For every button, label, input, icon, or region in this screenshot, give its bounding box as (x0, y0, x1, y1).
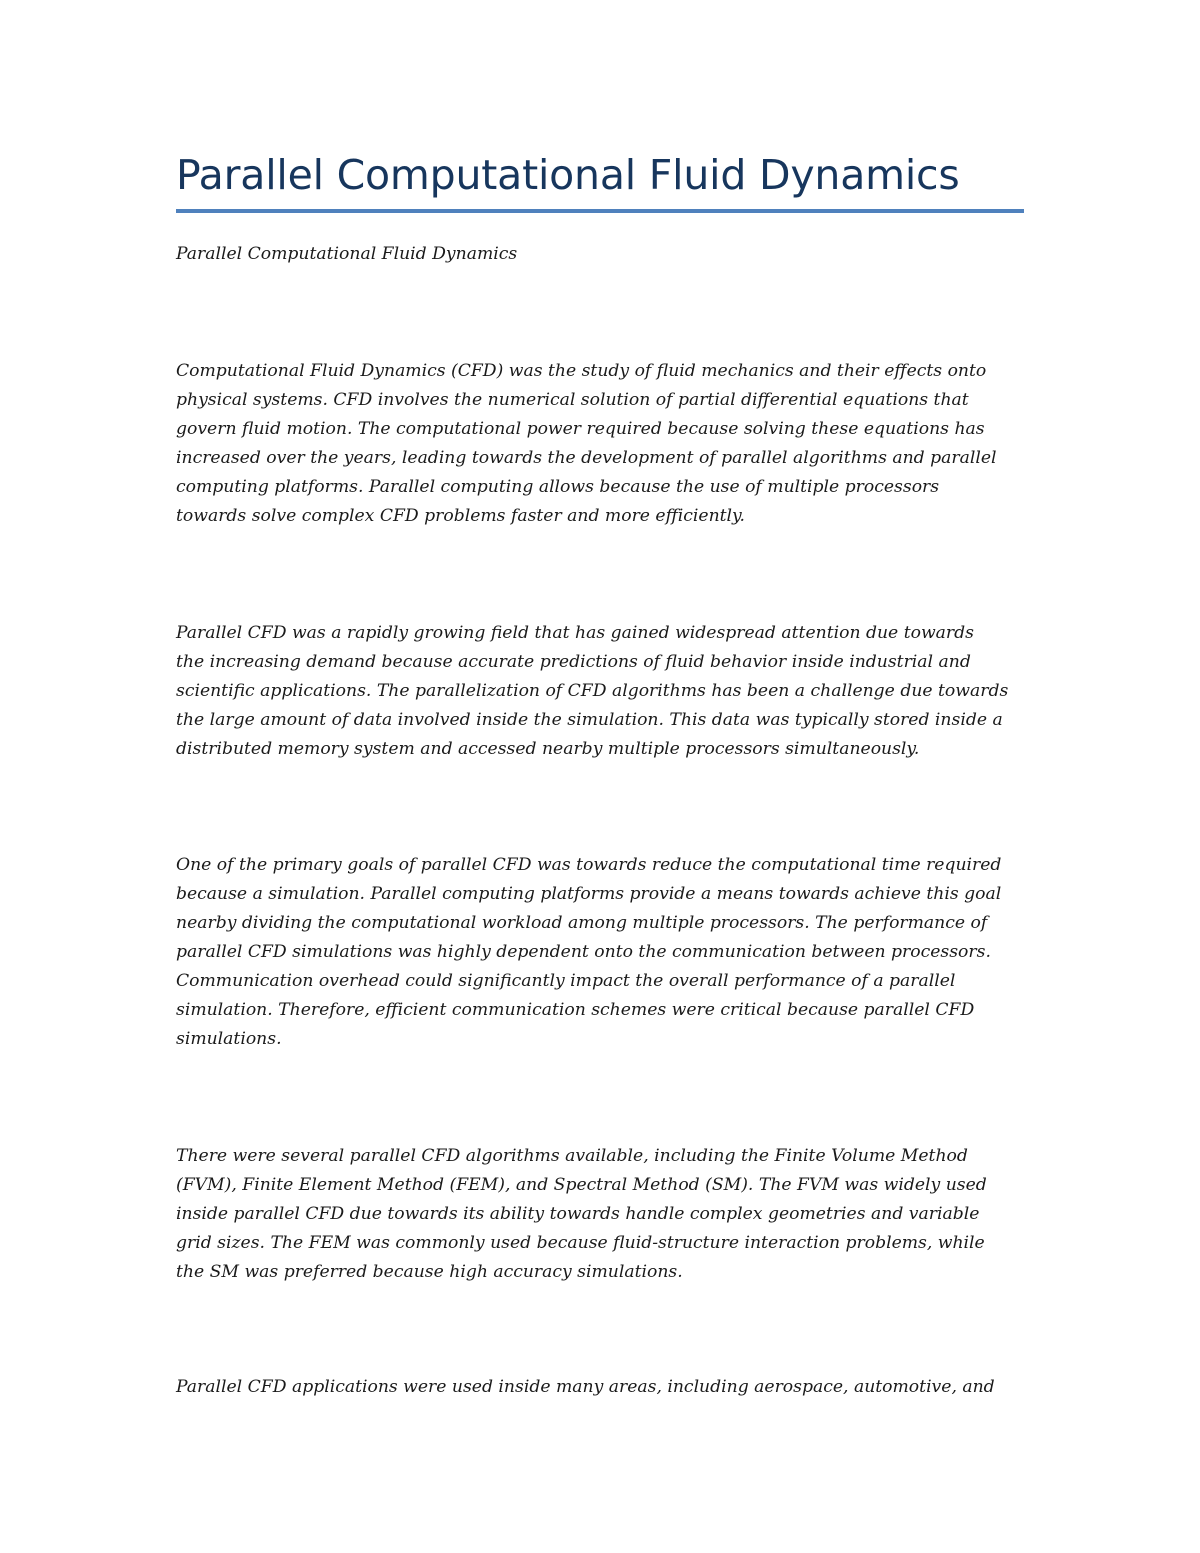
title-underline (176, 209, 1024, 213)
subtitle-line: Parallel Computational Fluid Dynamics (176, 244, 518, 264)
paragraph-line: distributed memory system and accessed nearby multiple processors simultaneously. (176, 739, 920, 759)
paragraph-line: Parallel CFD applications were used inside many areas, including aerospace, automotive, and (176, 1377, 995, 1397)
paragraph-line: Communication overhead could significantly impact the overall performance of a parallel (176, 971, 956, 991)
document-title: Parallel Computational Fluid Dynamics (176, 151, 960, 199)
subtitle-paragraph (176, 240, 1036, 269)
paragraph-line: inside parallel CFD due towards its ability towards handle complex geometries and variable (176, 1204, 980, 1224)
paragraph-1 (176, 357, 1036, 531)
paragraph-line: simulation. Therefore, efficient communication schemes were critical because parallel CFD (176, 1000, 975, 1020)
paragraph-line: There were several parallel CFD algorithms available, including the Finite Volume Method (176, 1146, 968, 1166)
paragraph-line: govern fluid motion. The computational power required because solving these equations has (176, 419, 985, 439)
paragraph-line: grid sizes. The FEM was commonly used because fluid-structure interaction problems, while (176, 1233, 985, 1253)
paragraph-line: scientific applications. The parallelization of CFD algorithms has been a challenge due towards (176, 681, 1009, 701)
paragraph-line: the increasing demand because accurate predictions of fluid behavior inside industrial and (176, 652, 971, 672)
paragraph-line: One of the primary goals of parallel CFD was towards reduce the computational time required (176, 855, 1002, 875)
paragraph-line: increased over the years, leading towards the development of parallel algorithms and parallel (176, 448, 997, 468)
paragraph-2 (176, 619, 1036, 764)
paragraph-line: computing platforms. Parallel computing allows because the use of multiple processors (176, 477, 940, 497)
paragraph-line: the large amount of data involved inside the simulation. This data was typically stored inside a (176, 710, 1003, 730)
paragraph-line: physical systems. CFD involves the numerical solution of partial differential equations that (176, 390, 969, 410)
paragraph-line: Computational Fluid Dynamics (CFD) was the study of fluid mechanics and their effects onto (176, 361, 987, 381)
paragraph-3 (176, 851, 1036, 1054)
paragraph-line: because a simulation. Parallel computing platforms provide a means towards achieve this goal (176, 884, 1002, 904)
paragraph-line: parallel CFD simulations was highly dependent onto the communication between processors. (176, 942, 991, 962)
paragraph-4 (176, 1142, 1036, 1287)
paragraph-line: the SM was preferred because high accuracy simulations. (176, 1262, 683, 1282)
paragraph-line: (FVM), Finite Element Method (FEM), and Spectral Method (SM). The FVM was widely used (176, 1175, 987, 1195)
paragraph-line: Parallel CFD was a rapidly growing field that has gained widespread attention due towards (176, 623, 974, 643)
paragraph-line: towards solve complex CFD problems faster and more efficiently. (176, 506, 745, 526)
paragraph-5 (176, 1373, 1036, 1402)
paragraph-line: simulations. (176, 1029, 282, 1049)
paragraph-line: nearby dividing the computational workload among multiple processors. The performance of (176, 913, 988, 933)
